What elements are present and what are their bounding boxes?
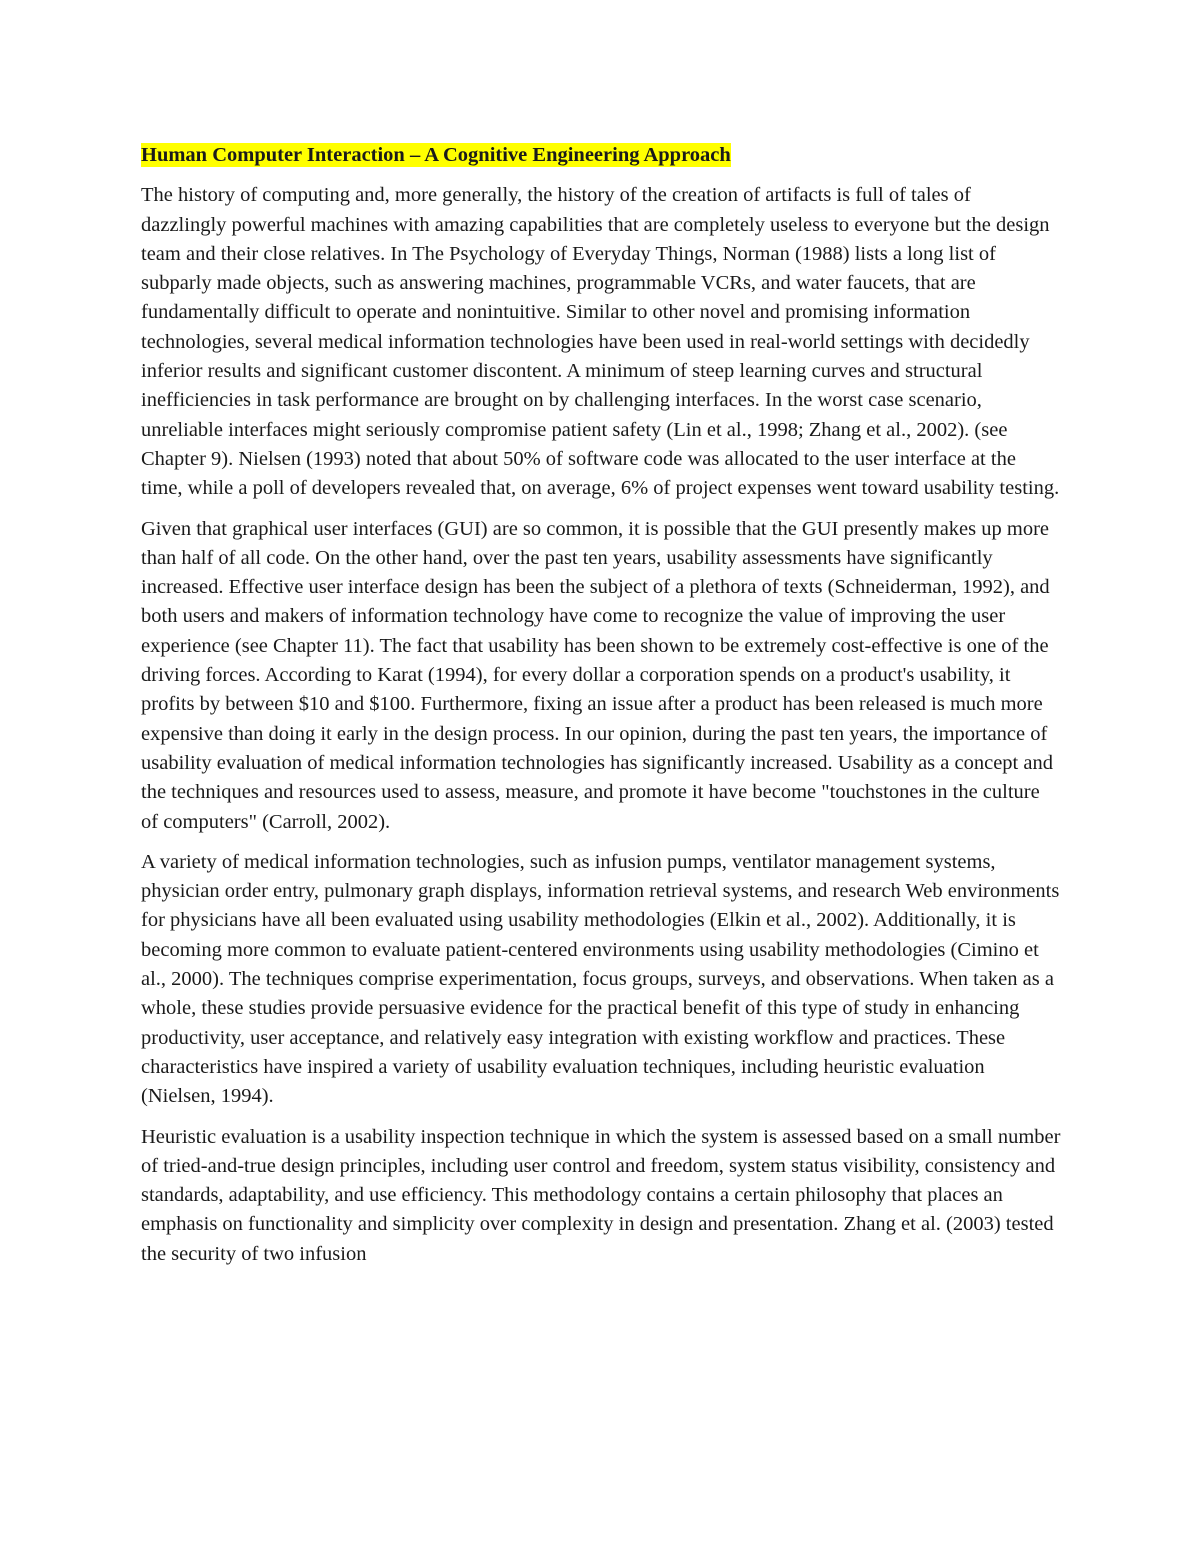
- paragraph-3: A variety of medical information technologies, such as infusion pumps, ventilator management systems, physician order entry, pulmonary graph displays, information retrieval systems, and research Web environments for physicians have all been evaluated using usability methodologies (Elkin et al., 2002). Additionally, it is becoming more common to evaluate patient-centered environments using usability methodologies (Cimino et al., 2000). The techniques comprise experimentation, focus groups, surveys, and observations. When taken as a whole, these studies provide persuasive evidence for the practical benefit of this type of study in enhancing productivity, user acceptance, and relatively easy integration with existing workflow and practices. These characteristics have inspired a variety of usability evaluation techniques, including heuristic evaluation (Nielsen, 1994).: [141, 850, 1060, 1108]
- paragraph-1: The history of computing and, more generally, the history of the creation of artifacts is full of tales of dazzlingly powerful machines with amazing capabilities that are completely useless to everyone but the design team and their close relatives. In The Psychology of Everyday Things, Norman (1988) lists a long list of subparly made objects, such as answering machines, programmable VCRs, and water faucets, that are fundamentally difficult to operate and nonintuitive. Similar to other novel and promising information technologies, several medical information technologies have been used in real-world settings with decidedly inferior results and significant customer discontent. A minimum of steep learning curves and structural inefficiencies in task performance are brought on by challenging interfaces. In the worst case scenario, unreliable interfaces might seriously compromise patient safety (Lin et al., 1998; Zhang et al., 2002). (see Chapter 9). Nielsen (1993) noted that about 50% of software code was allocated to the user interface at the time, while a poll of developers revealed that, on average, 6% of project expenses went toward usability testing.: [141, 184, 1060, 500]
- title-highlight: Human Computer Interaction – A Cognitive Engineering Approach: [141, 144, 731, 166]
- paragraph-4: Heuristic evaluation is a usability inspection technique in which the system is assessed based on a small number of tried-and-true design principles, including user control and freedom, system status visibility, consistency and standards, adaptability, and use efficiency. This methodology contains a certain philosophy that places an emphasis on functionality and simplicity over complexity in design and presentation. Zhang et al. (2003) tested the security of two infusion: [141, 1125, 1061, 1265]
- document-body: [141, 141, 1061, 1280]
- document-title: [141, 141, 1061, 170]
- paragraph-2: Given that graphical user interfaces (GUI) are so common, it is possible that the GUI presently makes up more than half of all code. On the other hand, over the past ten years, usability assessments have significantly increased. Effective user interface design has been the subject of a plethora of texts (Schneiderman, 1992), and both users and makers of information technology have come to recognize the value of improving the user experience (see Chapter 11). The fact that usability has been shown to be extremely cost-effective is one of the driving forces. According to Karat (1994), for every dollar a corporation spends on a product's usability, it profits by between $10 and $100. Furthermore, fixing an issue after a product has been released is much more expensive than doing it early in the design process. In our opinion, during the past ten years, the importance of usability evaluation of medical information technologies has significantly increased. Usability as a concept and the techniques and resources used to assess, measure, and promote it have become "touchstones in the culture of computers" (Carroll, 2002).: [141, 517, 1053, 833]
